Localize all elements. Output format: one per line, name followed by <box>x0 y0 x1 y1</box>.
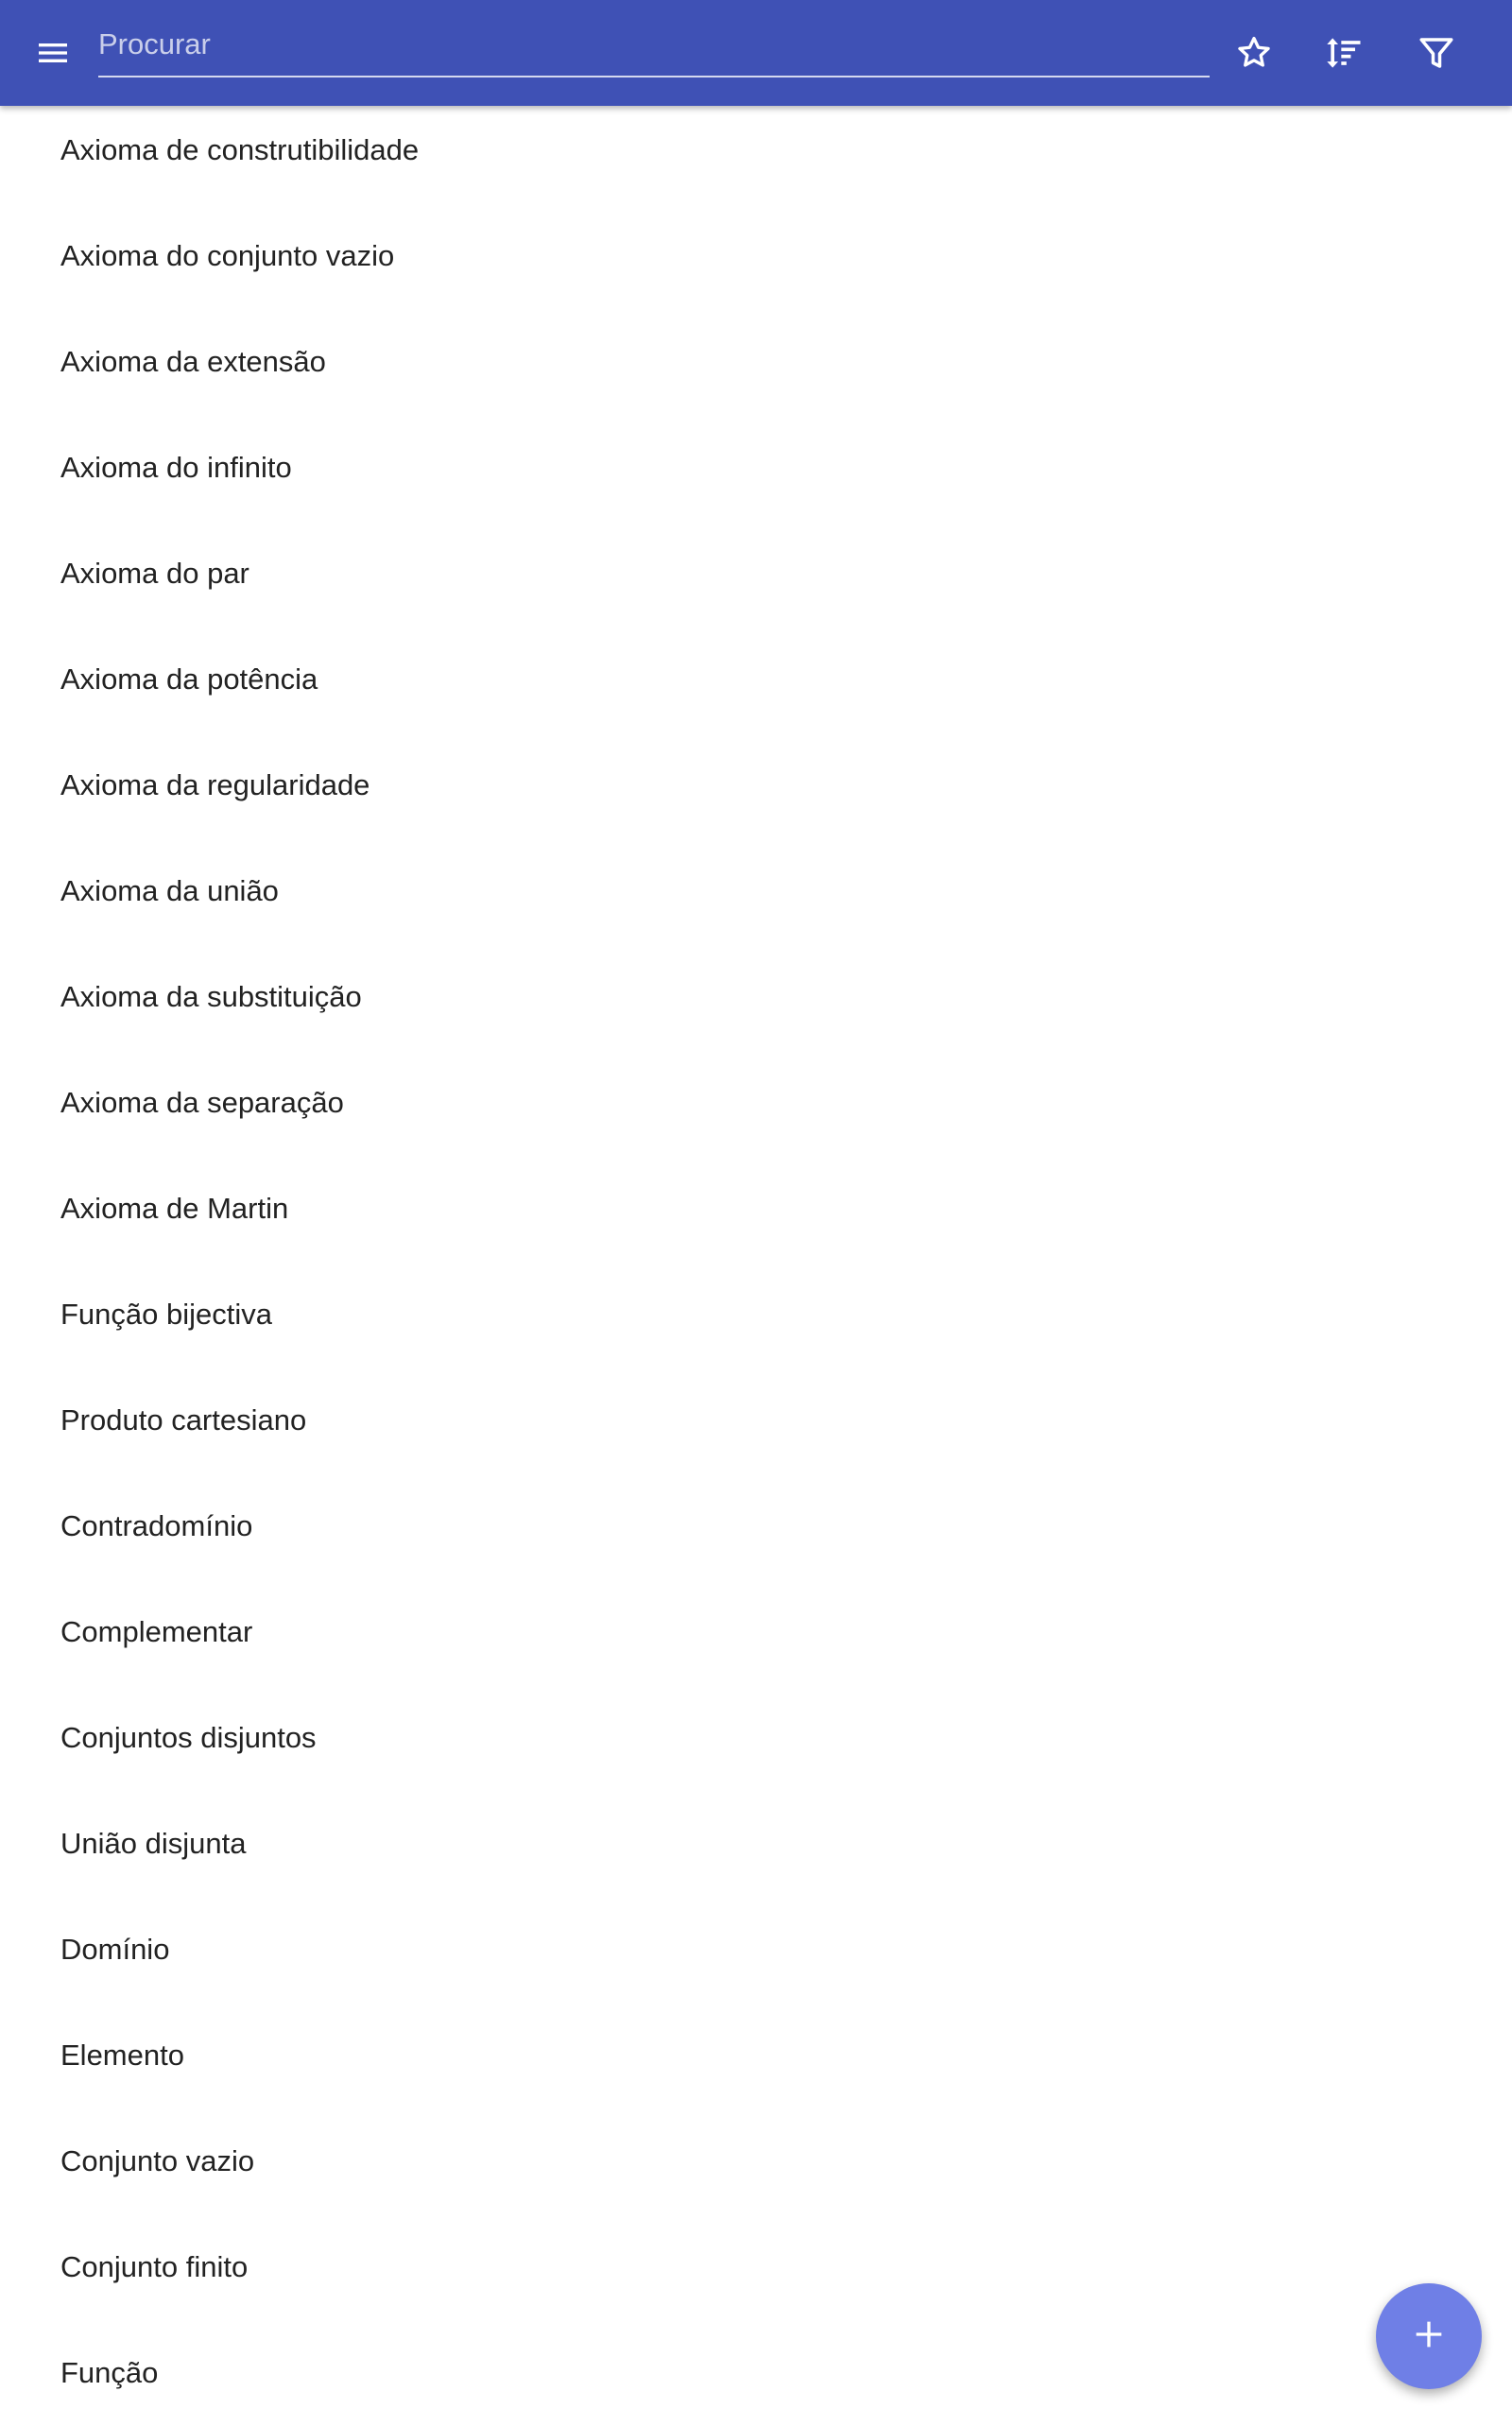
star-outline-icon <box>1234 33 1274 73</box>
sort-button[interactable] <box>1299 8 1390 98</box>
list-item[interactable]: Axioma da potência <box>60 662 318 696</box>
list-item[interactable]: Conjunto finito <box>60 2250 249 2283</box>
list-item[interactable]: Axioma de Martin <box>60 1192 289 1225</box>
menu-button[interactable] <box>8 8 98 98</box>
menu-icon <box>34 34 72 72</box>
list-item[interactable]: Conjuntos disjuntos <box>60 1721 317 1754</box>
filter-icon <box>1417 33 1456 73</box>
favorites-button[interactable] <box>1209 8 1299 98</box>
list-item[interactable]: União disjunta <box>60 1827 247 1860</box>
sort-icon <box>1324 32 1366 74</box>
search-field <box>98 17 1210 77</box>
list-item[interactable]: Axioma da extensão <box>60 345 326 378</box>
list-item[interactable]: Contradomínio <box>60 1509 253 1542</box>
list-item[interactable]: Axioma de construtibilidade <box>60 133 420 166</box>
filter-button[interactable] <box>1391 8 1482 98</box>
list-item[interactable]: Axioma da substituição <box>60 980 362 1013</box>
list-item[interactable]: Axioma da separação <box>60 1086 344 1119</box>
terms-list <box>0 97 1512 2426</box>
list-item[interactable]: Conjunto vazio <box>60 2144 255 2177</box>
list-item[interactable]: Elemento <box>60 2039 184 2072</box>
list-item[interactable]: Função bijectiva <box>60 1298 273 1331</box>
search-input[interactable] <box>98 17 1210 72</box>
list-item[interactable]: Produto cartesiano <box>60 1403 307 1437</box>
list-item[interactable]: Axioma do conjunto vazio <box>60 239 395 272</box>
list-item[interactable]: Axioma do par <box>60 557 249 590</box>
app-bar <box>0 0 1512 106</box>
list-item[interactable]: Domínio <box>60 1933 170 1966</box>
list-item[interactable]: Axioma da união <box>60 874 279 907</box>
list-item[interactable]: Complementar <box>60 1615 253 1648</box>
list-item[interactable]: Função <box>60 2356 159 2389</box>
list-item[interactable]: Axioma do infinito <box>60 451 292 484</box>
add-button[interactable] <box>1376 2283 1482 2389</box>
plus-icon <box>1410 2315 1448 2358</box>
list-item[interactable]: Axioma da regularidade <box>60 768 370 801</box>
